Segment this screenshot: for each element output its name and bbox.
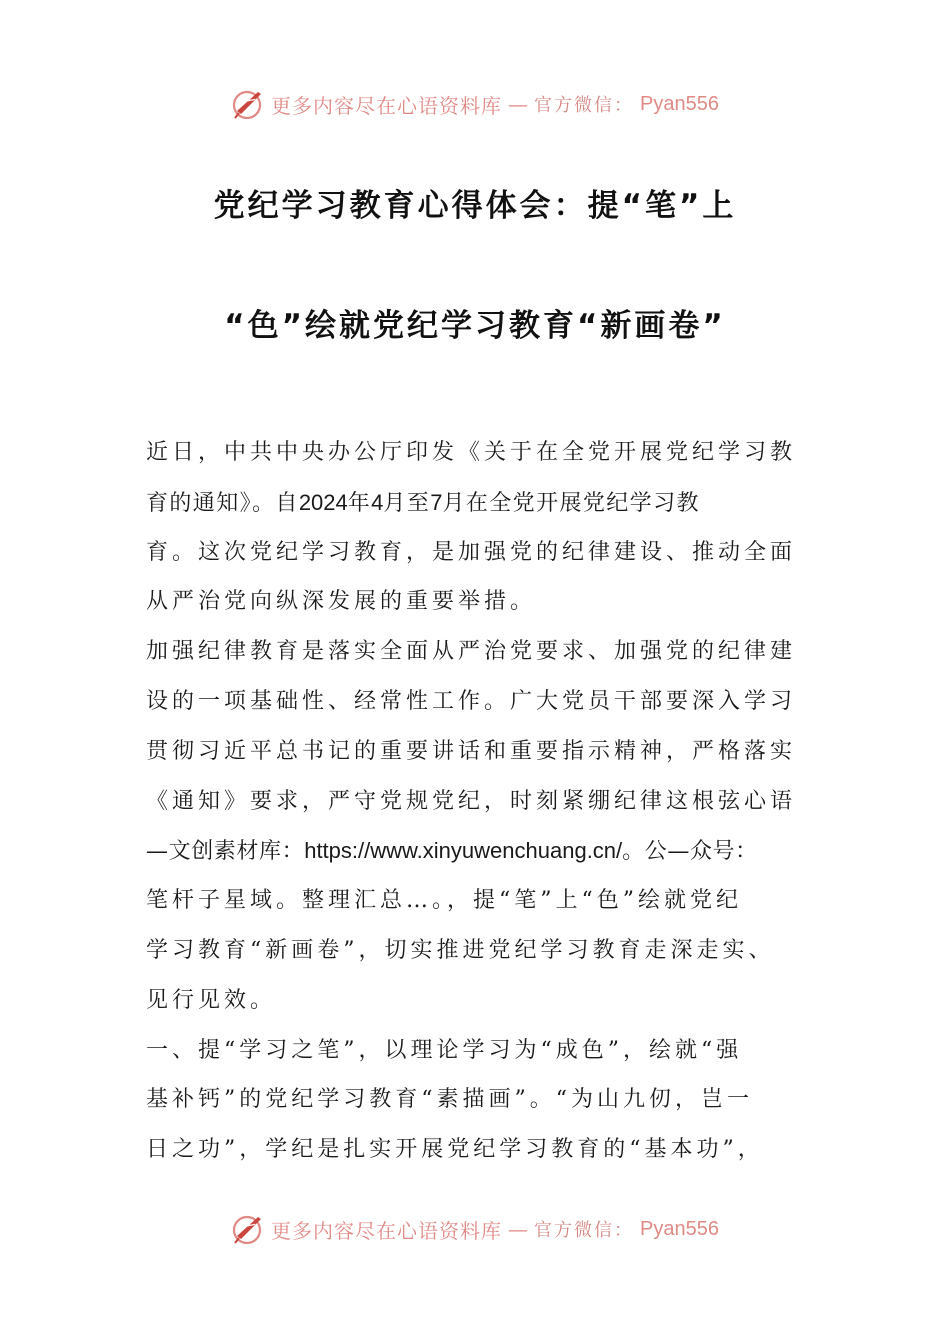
paragraph-3-line: 日之功”，学纪是扎实开展党纪学习教育的“基本功”， (146, 1137, 764, 1163)
website-url: https://www.xinyuwenchuang.cn/ (304, 838, 623, 864)
year-number: 2024 (298, 489, 348, 515)
watermark-separator: — (508, 92, 529, 116)
paragraph-2-line: 笔杆子星域。整理汇总…。，提“笔”上“色”绘就党纪 (146, 888, 742, 914)
paragraph-2-line: 见行见效。 (146, 987, 277, 1013)
paragraph-2-line (146, 826, 836, 876)
watermark-contact-label: 官方微信： (534, 1220, 635, 1241)
watermark-separator: — (508, 1217, 529, 1241)
watermark-contact-value: Pyan556 (640, 92, 719, 115)
watermark-text: 更多内容尽在心语资料库 (271, 93, 503, 118)
paragraph-1-line: 育。这次党纪学习教育，是加强党的纪律建设、推动全面 (146, 539, 797, 565)
paragraph-2-line: 加强纪律教育是落实全面从严治党要求、加强党的纪律建 (146, 639, 797, 665)
paragraph-2-line: 设的一项基础性、经常性工作。广大党员干部要深入学习 (146, 688, 797, 714)
text-run: 育的通知》。自 (146, 490, 299, 516)
quill-in-circle-icon (231, 1212, 265, 1246)
paragraph-1-line (146, 478, 836, 528)
text-run: 。公—众号： (622, 839, 758, 865)
paragraph-2-line: 《通知》要求，严守党规党纪，时刻紧绷纪律这根弦心语 (146, 788, 797, 814)
text-run: 月至 (383, 490, 431, 516)
watermark-contact-value: Pyan556 (640, 1217, 719, 1240)
document-body (146, 428, 836, 1168)
text-run: 月在全党开展党纪学习教 (442, 490, 700, 516)
paragraph-3-line: 一、提“学习之笔”，以理论学习为“成色”，绘就“强 (146, 1037, 743, 1063)
paragraph-2-line: 学习教育“新画卷”，切实推进党纪学习教育走深走实、 (146, 937, 775, 963)
watermark-text: 更多内容尽在心语资料库 (271, 1218, 503, 1243)
paragraph-1-line: 近日，中共中央办公厅印发《关于在全党开展党纪学习教 (146, 440, 797, 465)
watermark-contact-label: 官方微信： (534, 95, 635, 116)
text-run: —文创素材库： (146, 839, 305, 865)
document-title-line-2: “色”绘就党纪学习教育“新画卷” (224, 308, 726, 344)
header-watermark (0, 84, 950, 124)
quill-in-circle-icon (231, 87, 265, 121)
text-run: 年 (347, 490, 372, 516)
footer-watermark (0, 1209, 950, 1249)
paragraph-1-line: 从严治党向纵深发展的重要举措。 (146, 589, 537, 615)
month-number: 7 (430, 489, 443, 515)
paragraph-2-line: 贯彻习近平总书记的重要讲话和重要指示精神，严格落实 (146, 738, 797, 764)
month-number: 4 (371, 489, 384, 515)
document-title-line-1: 党纪学习教育心得体会：提“笔”上 (213, 188, 737, 224)
paragraph-3-line: 基补钙”的党纪学习教育“素描画”。“为山九仞，岂一 (146, 1087, 753, 1113)
